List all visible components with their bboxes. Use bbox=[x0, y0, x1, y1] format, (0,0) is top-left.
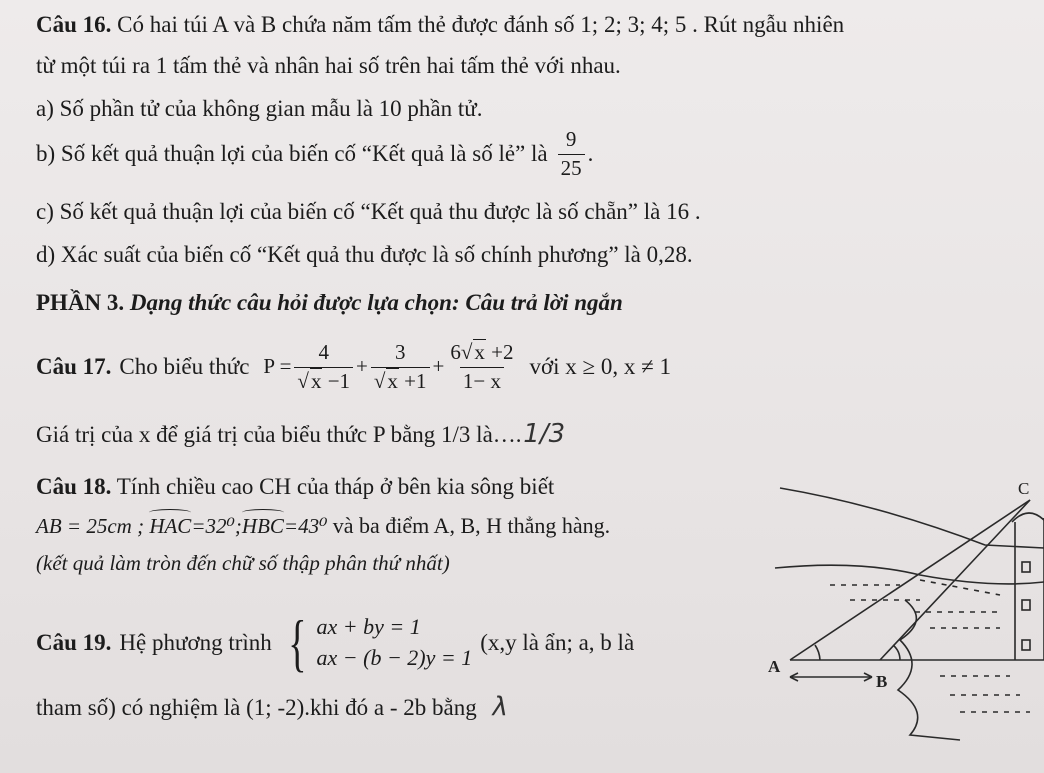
q17-handwritten-answer: 1/3 bbox=[523, 419, 566, 449]
sqrt-sign: √ bbox=[297, 368, 309, 393]
q18-text: Tính chiều cao CH của tháp ở bên kia sông biết bbox=[116, 474, 555, 499]
q19-eq2: ax − (b − 2)y = 1 bbox=[316, 645, 473, 670]
q17-f1-den-rest: −1 bbox=[322, 368, 351, 393]
label-c: C bbox=[1018, 479, 1030, 498]
q19-question: tham số) có nghiệm là (1; -2).khi đó a - 2b bằng bbox=[36, 695, 477, 720]
q17-question: Giá trị của x để giá trị của biểu thức P bằng 1/3 là…. bbox=[36, 422, 522, 447]
q18-ab: AB = 25cm ; bbox=[36, 514, 145, 538]
q17-f3-num-rest: +2 bbox=[485, 340, 514, 365]
q16-b-den: 25 bbox=[558, 154, 585, 180]
tower-window bbox=[1022, 600, 1030, 610]
q19-handwritten-answer: λ bbox=[492, 692, 508, 722]
q18-rounding-note: (kết quả làm tròn đến chữ số thập phân thứ nhất) bbox=[36, 551, 450, 575]
tower-outline bbox=[1015, 518, 1044, 660]
q17-p: P = bbox=[263, 354, 292, 379]
q17-condition: với x ≥ 0, x ≠ 1 bbox=[529, 354, 672, 380]
sqrt-radicand: x bbox=[474, 340, 485, 365]
angle-hbc: HBC bbox=[241, 514, 284, 538]
q16-b-end: . bbox=[587, 141, 594, 167]
label-b: B bbox=[876, 672, 888, 691]
q17-f1-num: 4 bbox=[318, 340, 329, 365]
q16-line2: từ một túi ra 1 tấm thẻ và nhân hai số trên hai tấm thẻ với nhau. bbox=[36, 53, 621, 78]
q16-b-num: 9 bbox=[565, 127, 577, 152]
q16-label: Câu 16. bbox=[36, 12, 112, 37]
q17-line1: Câu 17. Cho biểu thức P = $\frac{4}{√x -1}$ + $\frac{3}{√x +1}$ + $\frac{6√x +2}{1- x}$ với x ≥ 0, x ≠ 1 bbox=[36, 340, 672, 393]
angle-hac-value: =32⁰; bbox=[191, 514, 242, 538]
q16-text: Có hai túi A và B chứa năm tấm thẻ được đánh số 1; 2; 3; 4; 5 . Rút ngẫu nhiên bbox=[117, 12, 845, 37]
part3-title: Dạng thức câu hỏi được lựa chọn: Câu trả lời ngắn bbox=[129, 290, 623, 315]
q16-option-a: a) Số phần tử của không gian mẫu là 10 phần tử. bbox=[36, 96, 483, 121]
q19-label: Câu 19. bbox=[36, 630, 112, 656]
q17-text: Cho biểu thức bbox=[119, 354, 250, 380]
q17-label: Câu 17. bbox=[36, 354, 112, 380]
angle-hbc-value: =43⁰ bbox=[283, 514, 328, 538]
sqrt-radicand: x bbox=[310, 368, 322, 393]
tower-window bbox=[1022, 562, 1030, 572]
sqrt-sign: √ bbox=[373, 368, 386, 393]
water-ripples bbox=[830, 580, 1030, 712]
angle-arc-b bbox=[893, 645, 900, 660]
q19-text: Hệ phương trình bbox=[119, 630, 272, 656]
near-bank-line bbox=[898, 600, 960, 740]
q17-f2-den-rest: +1 bbox=[398, 368, 427, 393]
q18-collinear: và ba điểm A, B, H thẳng hàng. bbox=[332, 513, 611, 538]
q19-after: (x,y là ẩn; a, b là bbox=[480, 630, 635, 656]
sqrt-sign: 6√ bbox=[450, 340, 473, 365]
q17-f3-den: 1− x bbox=[460, 367, 504, 393]
q16-option-c: c) Số kết quả thuận lợi của biến cố “Kết quả thu được là số chẵn” là 16 . bbox=[36, 199, 701, 224]
tower-window bbox=[1022, 640, 1030, 650]
q16-option-d: d) Xác suất của biến cố “Kết quả thu được là số chính phương” là 0,28. bbox=[36, 242, 693, 267]
sqrt-radicand: x bbox=[387, 368, 398, 393]
q17-f2-num: 3 bbox=[394, 340, 406, 365]
q19-eq1: ax + by = 1 bbox=[316, 614, 421, 640]
q16-b-text: b) Số kết quả thuận lợi của biến cố “Kết quả là số lẻ” là bbox=[36, 141, 548, 167]
angle-arc-a bbox=[815, 645, 820, 660]
sight-line-b bbox=[880, 500, 1030, 660]
q19-system: { ax + by = 1 ax − (b − 2)y = 1 bbox=[287, 607, 473, 679]
part3-label: PHẦN 3. bbox=[36, 290, 125, 315]
sight-line-a bbox=[790, 500, 1030, 660]
angle-hac: HAC bbox=[149, 514, 192, 538]
label-a: A bbox=[768, 657, 781, 676]
q18-label: Câu 18. bbox=[36, 474, 112, 499]
